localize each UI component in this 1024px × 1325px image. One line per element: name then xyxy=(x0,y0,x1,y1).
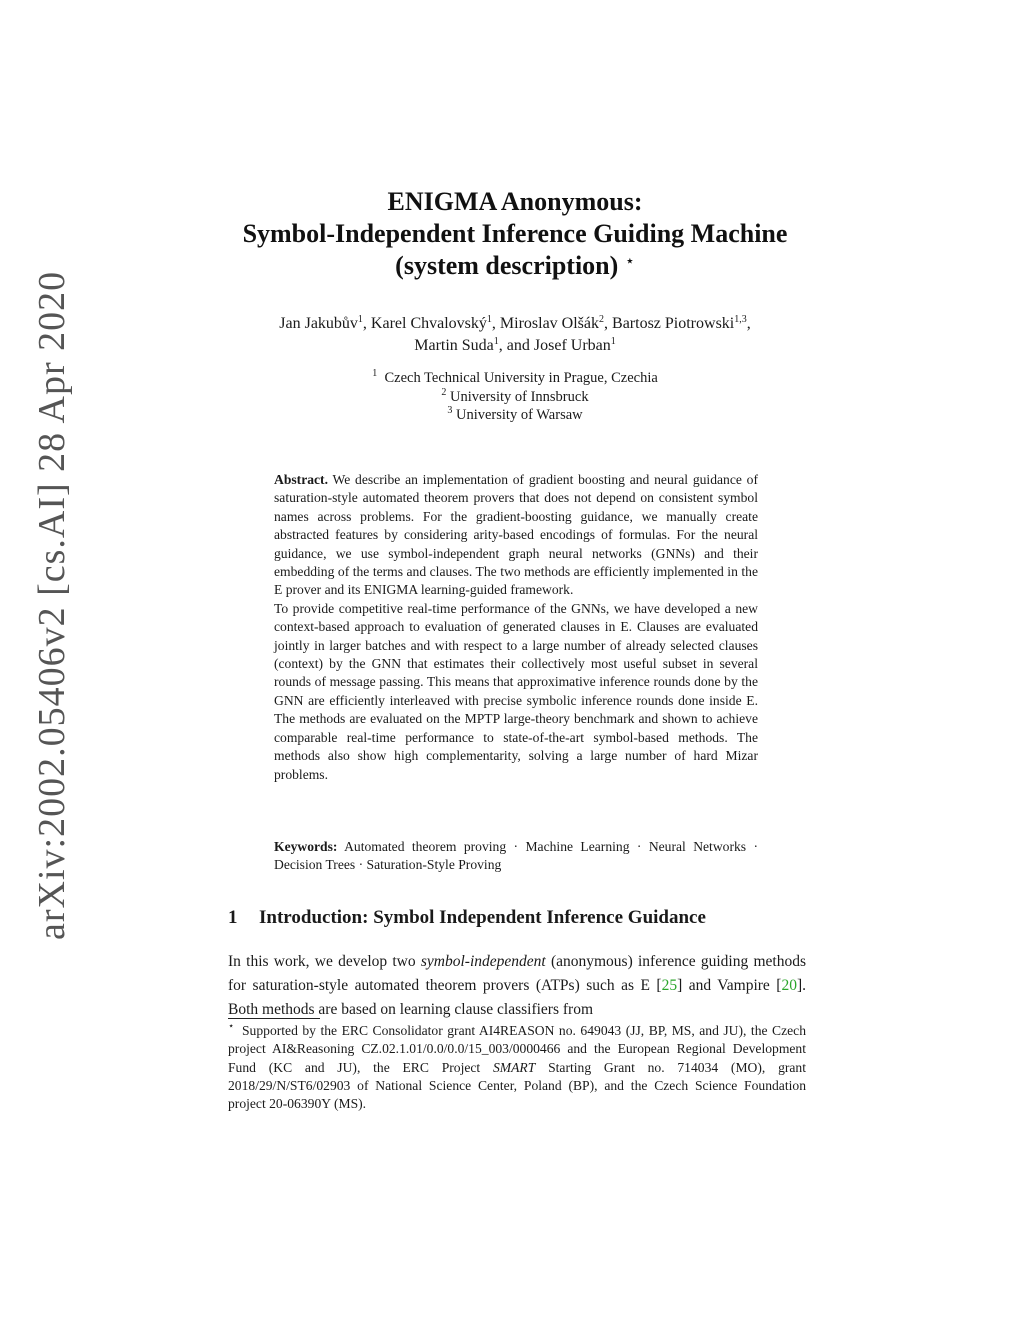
affiliation-2 xyxy=(180,388,850,407)
author-affil-sup: 1 xyxy=(493,336,499,347)
footnote-emphasis: SMART xyxy=(493,1059,536,1075)
author-list xyxy=(180,313,850,357)
author-name: , Miroslav Olšák xyxy=(491,315,600,332)
footnote-text-segment: Starting Grant no. 714034 (MO), grant 2018/29/N/ST6/02903 of National Science Center, Poland (BP), and the Czech Science Foundation project 20-06390Y (MS). xyxy=(228,1059,806,1112)
paper-title xyxy=(180,186,850,282)
footnote-divider xyxy=(228,1018,320,1019)
author-name: , Bartosz Piotrowski xyxy=(604,315,735,332)
abstract-paragraph-2: To provide competitive real-time performance of the GNNs, we have developed a new context-based approach to evaluation of generated clauses in E. Clauses are evaluated jointly in larger batches and with respect to a large number of already selected clauses (context) by the GNN that estimates their collectively most useful subset in several rounds of message passing. This means that approximative inference rounds done by the GNN are efficiently interleaved with precise symbolic inference rounds done inside E. The methods are evaluated on the MPTP large-theory benchmark and shown to achieve comparable real-time performance to state-of-the-art symbol-based methods. The methods also show high complementarity, solving a large number of hard Mizar problems. xyxy=(274,600,758,782)
section-number: 1 xyxy=(228,907,238,928)
affiliations xyxy=(180,369,850,425)
footnote: ⋆ Supported by the ERC Consolidator grant AI4REASON no. 649043 (JJ, BP, MS, and JU), the Czech project AI&Reasoning CZ.02.1.01/0.0/0.0/15_003/0000466 and the European Regional Development Fund (KC and JU), the ERC Project SMART Starting Grant no. 714034 (MO), grant 2018/29/N/ST6/02903 of National Science Center, Poland (BP), and the Czech Science Foundation project 20-06390Y (MS). xyxy=(228,1021,806,1112)
keywords xyxy=(274,838,758,875)
affiliation-name: University of Innsbruck xyxy=(450,388,589,405)
keywords-label: Keywords: xyxy=(274,839,338,854)
citation-link[interactable]: 25 xyxy=(661,977,678,994)
author-affil-sup: 1,3 xyxy=(734,314,747,325)
title-line-2: Symbol-Independent Inference Guiding Machine xyxy=(242,219,788,248)
keywords-text: Automated theorem proving · Machine Learning · Neural Networks · Decision Trees · Saturation-Style Proving xyxy=(274,839,758,873)
body-text-segment: ]. Both methods are based on learning clause classifiers from xyxy=(228,977,806,1018)
affiliation-name: University of Warsaw xyxy=(456,407,583,423)
title-line-3 xyxy=(180,250,850,282)
author-separator: , xyxy=(746,315,751,332)
abstract xyxy=(274,471,758,784)
citation-link[interactable]: 20 xyxy=(781,977,797,994)
affiliation-name: Czech Technical University in Prague, Czechia xyxy=(384,370,658,386)
title-line-1: ENIGMA Anonymous: xyxy=(387,187,643,216)
author-affil-sup: 1 xyxy=(357,314,363,325)
author-name: Jan Jakubův xyxy=(279,315,358,332)
author-affil-sup: 1 xyxy=(486,314,492,325)
author-line-2 xyxy=(180,335,850,357)
abstract-text-1: We describe an implementation of gradient boosting and neural guidance of saturation-style automated theorem provers that does not depend on consistent symbol names across problems. For the gradient-boosting guidance, we manually create abstracted features by considering arity-based encodings of formulas. For the neural guidance, we use symbol-independent graph neural networks (GNNs) and their embedding of the terms and clauses. The two methods are efficiently implemented in the E prover and its ENIGMA learning-guided framework. xyxy=(274,472,758,598)
section-heading xyxy=(228,905,828,931)
body-text-segment: (anonymous) inference guiding methods for saturation-style automated theorem provers (ATPs) such as E [ xyxy=(228,953,806,994)
title-line-3-text: (system description) xyxy=(395,251,619,280)
author-name: , and Josef Urban xyxy=(498,337,611,354)
arxiv-identifier: arXiv:2002.05406v2 [cs.AI] 28 Apr 2020 xyxy=(31,270,73,940)
affiliation-sup: 3 xyxy=(447,405,453,416)
affiliation-1 xyxy=(180,369,850,388)
author-name: , Karel Chvalovský xyxy=(362,315,487,332)
body-text-segment: In this work, we develop two xyxy=(228,953,421,970)
author-affil-sup: 1 xyxy=(610,336,616,347)
abstract-label: Abstract. xyxy=(274,472,328,487)
footnote-text-segment: Supported by the ERC Consolidator grant AI4REASON no. 649043 (JJ, BP, MS, and JU), the Czech project AI&Reasoning CZ.02.1.01/0.0/0.0/15_003/0000466 and the European Regional Development Fund (KC and JU), the ERC Project xyxy=(228,1023,806,1075)
abstract-paragraph-1 xyxy=(274,471,758,600)
intro-paragraph xyxy=(228,950,806,1022)
affiliation-3 xyxy=(180,406,850,425)
author-name: Martin Suda xyxy=(414,337,494,354)
author-line-1 xyxy=(180,313,850,335)
title-footnote-star[interactable]: ⋆ xyxy=(624,253,635,270)
body-text-segment: ] and Vampire [ xyxy=(677,977,782,994)
body-text-emphasis: symbol-independent xyxy=(420,953,546,970)
affiliation-sup: 1 xyxy=(372,368,378,379)
affiliation-sup: 2 xyxy=(441,386,447,398)
author-affil-sup: 2 xyxy=(599,314,605,325)
section-title: Introduction: Symbol Independent Inference Guidance xyxy=(259,907,706,928)
